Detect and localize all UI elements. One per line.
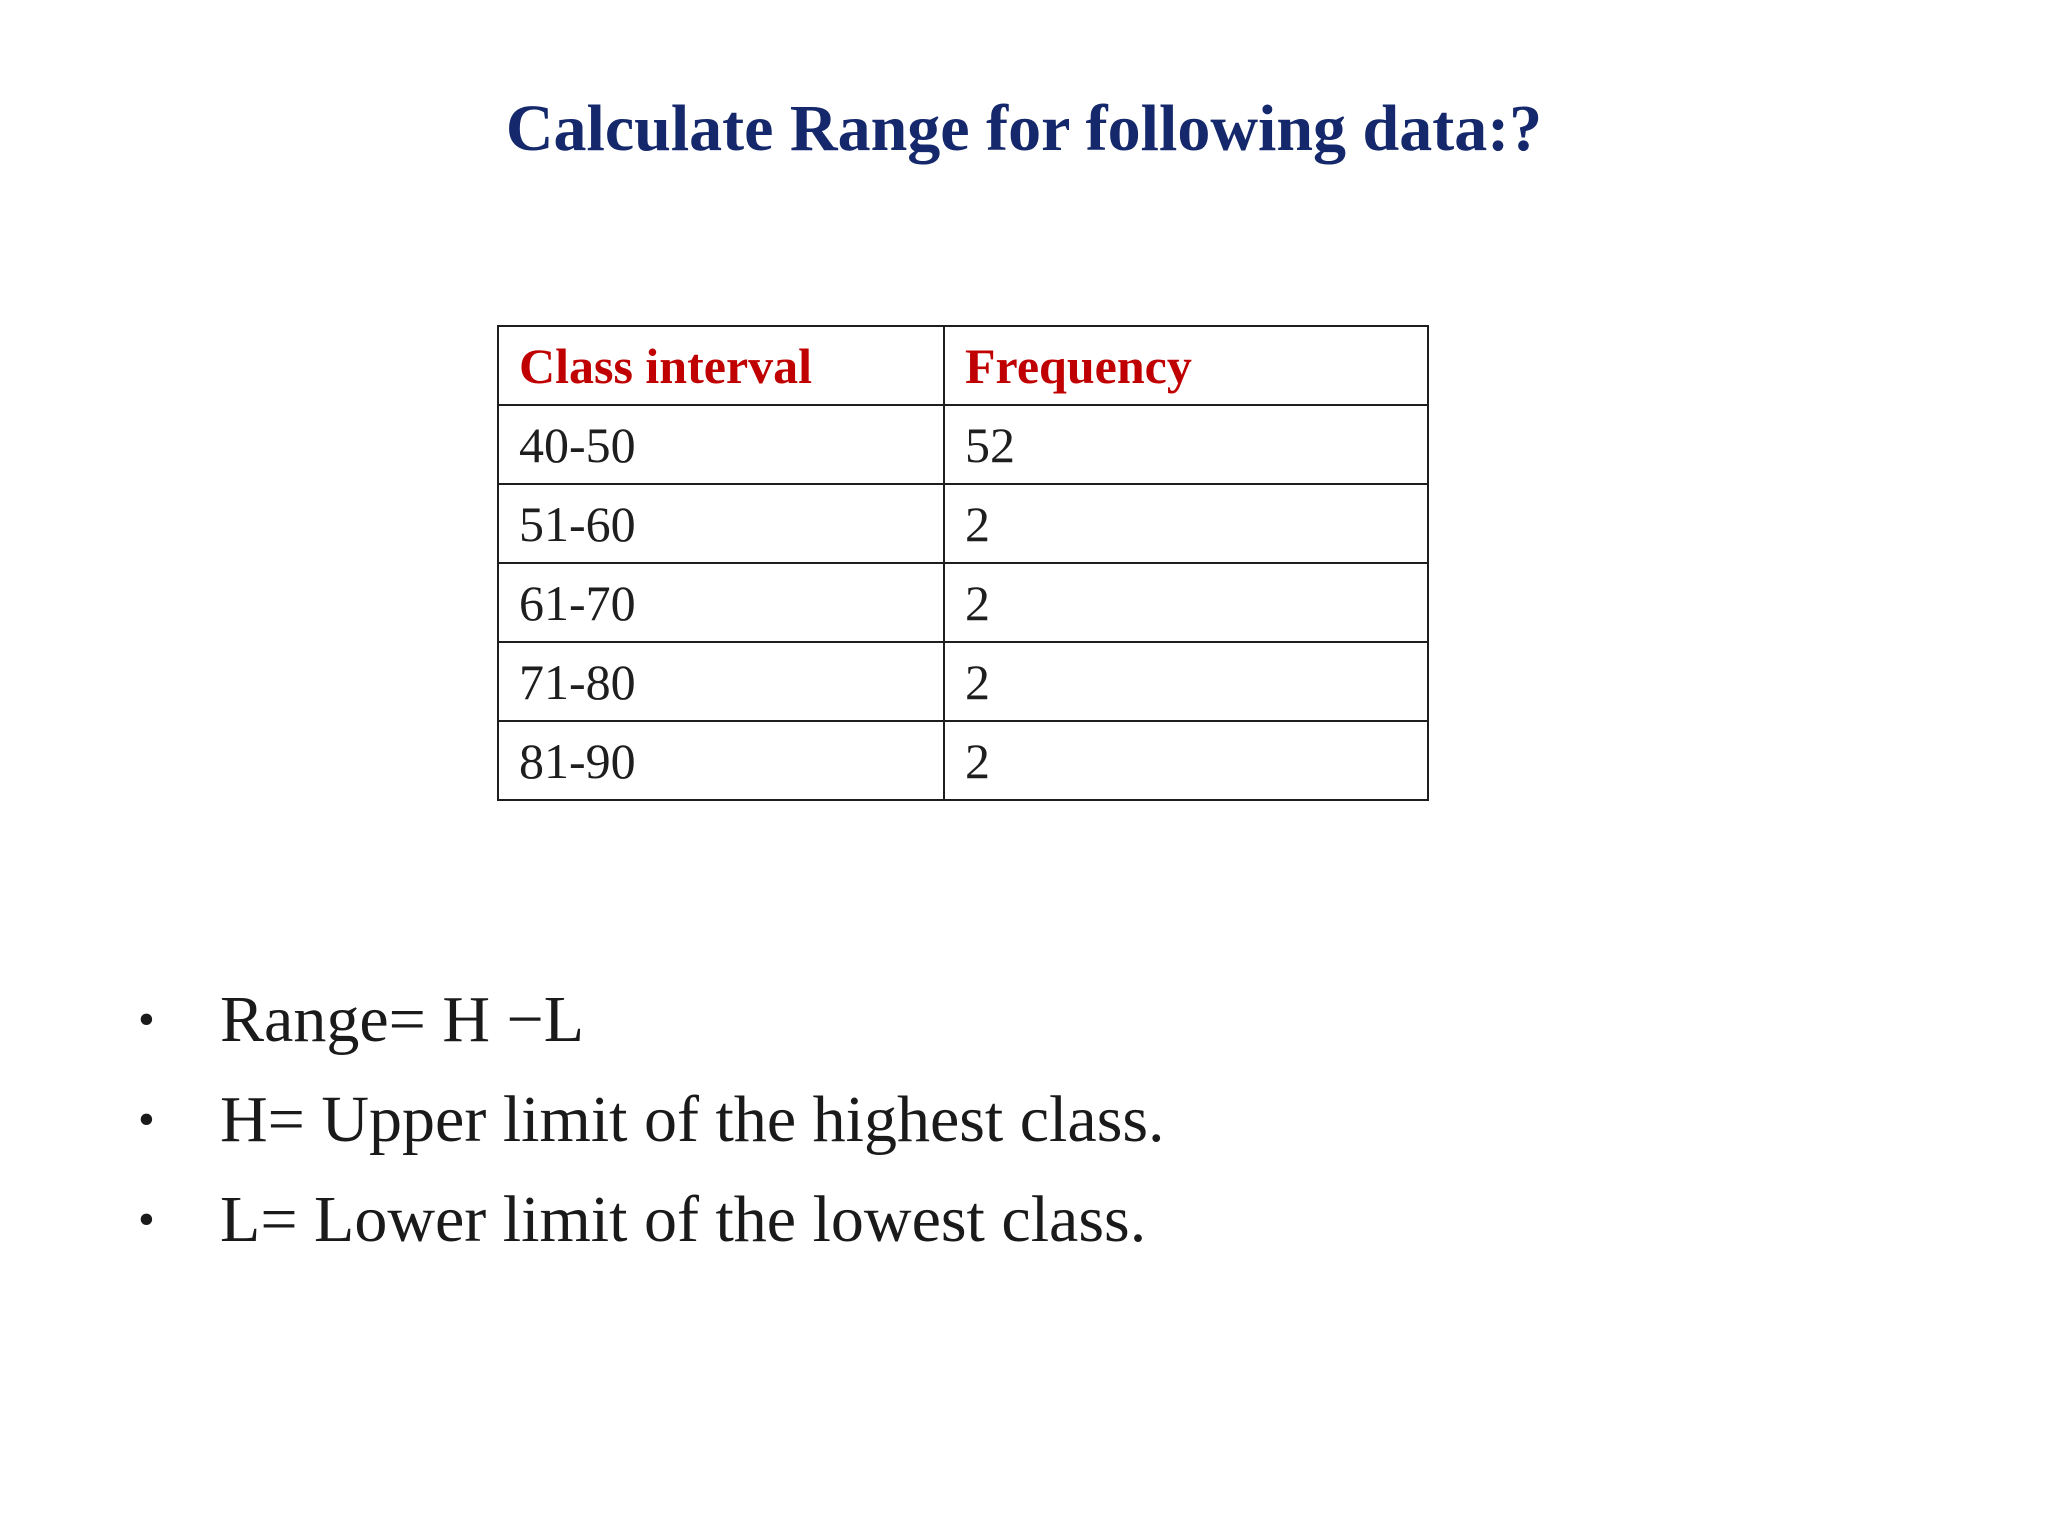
table-row [498,484,1428,563]
bullet-upper-limit [138,1070,1165,1170]
header-frequency: Frequency [944,326,1428,405]
header-class-interval: Class interval [498,326,944,405]
bullet-icon: • [138,1193,155,1246]
bullet-lower-limit [138,1170,1165,1270]
cell-class-interval: 81-90 [498,721,944,800]
table-row [498,405,1428,484]
bullet-icon: • [138,993,155,1046]
frequency-table [497,325,1429,801]
slide-title: Calculate Range for following data:? [505,92,1543,165]
cell-class-interval: 40-50 [498,405,944,484]
cell-frequency: 2 [944,563,1428,642]
table-row [498,721,1428,800]
table-header-row [498,326,1428,405]
cell-class-interval: 61-70 [498,563,944,642]
frequency-table-container [497,325,1429,801]
bullet-icon: • [138,1093,155,1146]
cell-class-interval: 71-80 [498,642,944,721]
bullet-text: L= Lower limit of the lowest class. [220,1183,1147,1256]
table-row [498,563,1428,642]
cell-frequency: 52 [944,405,1428,484]
cell-class-interval: 51-60 [498,484,944,563]
table-row [498,642,1428,721]
cell-frequency: 2 [944,642,1428,721]
bullet-range-formula [138,970,1165,1070]
cell-frequency: 2 [944,484,1428,563]
definition-list [138,970,1165,1270]
bullet-text: H= Upper limit of the highest class. [220,1083,1165,1156]
cell-frequency: 2 [944,721,1428,800]
bullet-text: Range= H −L [220,983,585,1056]
